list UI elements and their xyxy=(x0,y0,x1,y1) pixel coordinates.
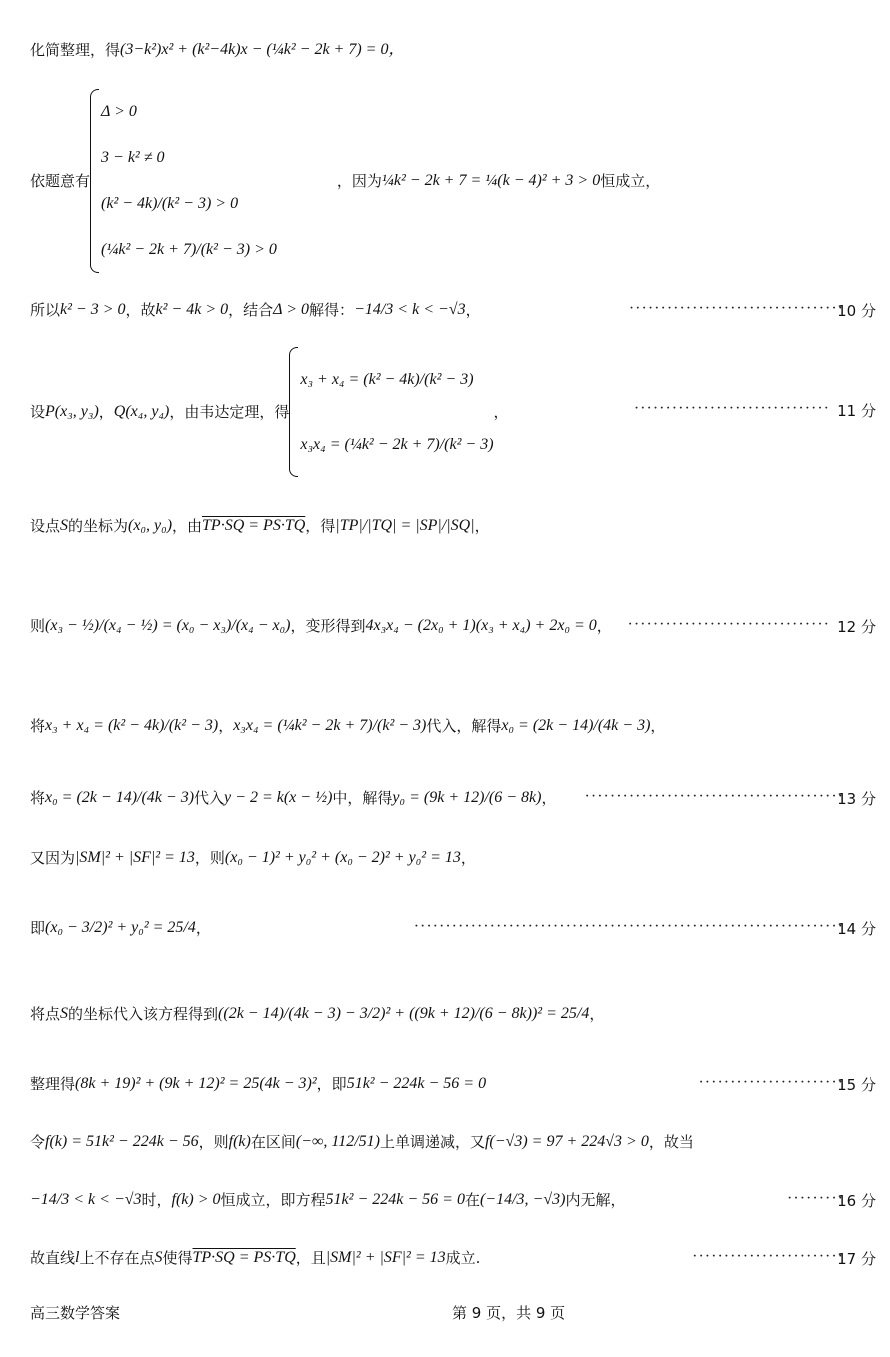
text-substitute-eq: 的坐标代入该方程得到 xyxy=(68,1005,219,1023)
condition-3: (k² − 4k)/(k² − 3) > 0 xyxy=(101,195,239,212)
text-into: 代入 xyxy=(194,789,225,807)
dot-leader: ········· xyxy=(787,1190,844,1207)
expr-delta: Δ > 0 xyxy=(273,301,310,318)
point-q: Q(x₄, y₄) xyxy=(113,403,170,420)
vieta-system xyxy=(289,347,493,477)
expr-transformed: 4x₃x₄ − (2x₀ + 1)(x₃ + x₄) + 2x₀ = 0 xyxy=(365,617,597,634)
text-put: 将 xyxy=(30,789,46,807)
condition-system xyxy=(90,89,277,273)
vieta-sum: x₃ + x₄ = (k² − 4k)/(k² − 3) xyxy=(300,370,474,388)
expr-s-coords: (x₀, y₀) xyxy=(128,517,173,534)
dot-leader: ···································································· xyxy=(413,918,844,935)
text-therefore-line: 故直线 xyxy=(30,1249,76,1267)
score-10: 10 分 xyxy=(837,302,876,320)
text-transform: ，变形得到 xyxy=(290,617,366,635)
expr-distance-sum: |SM|² + |SF|² = 13 xyxy=(75,849,195,866)
expr-y0: y₀ = (9k + 12)/(6 − 8k) xyxy=(392,789,542,806)
expr-vector-equation: TP·SQ = PS·TQ xyxy=(202,517,306,534)
line-point-s xyxy=(30,516,490,536)
text-solve: 解得： xyxy=(309,301,355,319)
score-13: 13 分 xyxy=(837,790,876,808)
expr-always-positive: ¼k² − 2k + 7 = ¼(k − 4)² + 3 > 0 xyxy=(381,172,601,189)
equation-quadratic: (3−k²)x² + (k²−4k)x − (¼k² − 2k + 7) = 0， xyxy=(120,41,405,58)
text-so: 所以 xyxy=(30,301,61,319)
text-comma: ， xyxy=(460,849,476,867)
text-comma: ， xyxy=(596,617,612,635)
line-conditions xyxy=(30,88,660,274)
line-conclusion xyxy=(30,1248,480,1268)
expr-x0: x₀ = (2k − 14)/(4k − 3) xyxy=(501,717,651,734)
point-s: S xyxy=(60,1005,69,1022)
text-conditions: 依题意有 xyxy=(30,172,91,190)
text-namely: ，即 xyxy=(316,1075,347,1093)
expr-ratio: |TP|/|TQ| = |SP|/|SQ| xyxy=(335,517,475,534)
point-p: P(x₃, y₃) xyxy=(45,403,99,420)
page-number: 第 9 页，共 9 页 xyxy=(452,1304,566,1322)
score-14: 14 分 xyxy=(837,920,876,938)
text-in-solve: 中，解得 xyxy=(332,789,393,807)
line-no-solution xyxy=(30,1190,625,1210)
text-comma: ， xyxy=(650,717,666,735)
line-l-symbol: l xyxy=(75,1249,80,1266)
line-simplify xyxy=(30,40,404,60)
expr-x0: x₀ = (2k − 14)/(4k − 3) xyxy=(45,789,195,806)
expr-fk: f(k) xyxy=(228,1133,251,1150)
text-and: ，且 xyxy=(295,1249,326,1267)
brace-left xyxy=(289,347,298,477)
text-sep: ， xyxy=(98,403,114,421)
score-15: 15 分 xyxy=(837,1076,876,1094)
text-substitute-solve: 代入，解得 xyxy=(426,717,502,735)
score-11: 11 分 xyxy=(837,402,876,420)
expr-sum-sub: x₃ + x₄ = (k² − 4k)/(k² − 3) xyxy=(45,717,219,734)
footer-title: 高三数学答案 xyxy=(30,1304,121,1322)
text-in-interval: 在区间 xyxy=(250,1133,296,1151)
expr-distance-sum: |SM|² + |SF|² = 13 xyxy=(325,1249,446,1266)
line-k-range xyxy=(30,300,481,320)
text-comma: ， xyxy=(465,301,481,319)
text-get: ，得 xyxy=(305,517,336,535)
line-distance xyxy=(30,848,476,868)
expr-circle-sub: ((2k − 14)/(4k − 3) − 3/2)² + ((9k + 12)/(6 − 8k))² = 25/4 xyxy=(218,1005,590,1022)
line-simplified xyxy=(30,1074,486,1094)
line-circle xyxy=(30,918,211,938)
text-holds: 成立. xyxy=(445,1249,481,1267)
text-simplify: 化简整理，得 xyxy=(30,41,121,59)
line-substitute-circle xyxy=(30,1004,604,1024)
text-no-point: 上不存在点 xyxy=(79,1249,155,1267)
vieta-product: x₃x₄ = (¼k² − 2k + 7)/(k² − 3) xyxy=(300,435,494,453)
text-because: ，因为 xyxy=(336,172,382,190)
line-substitute xyxy=(30,716,665,736)
dot-leader: ·································· xyxy=(628,300,844,317)
expr-k-interval: −14/3 < k < −√3 xyxy=(30,1191,142,1208)
text-comma: ， xyxy=(493,403,509,421)
expr-interval: (−∞, 112/51) xyxy=(295,1133,380,1150)
expr-distance-expanded: (x₀ − 1)² + y₀² + (x₀ − 2)² + y₀² = 13 xyxy=(224,849,461,866)
text-comma: ， xyxy=(195,919,211,937)
text-no-solution: 内无解， xyxy=(565,1191,626,1209)
text-decreasing: 上单调递减，又 xyxy=(379,1133,485,1151)
expr-arranged: (8k + 19)² + (9k + 12)² = 25(4k − 3)² xyxy=(75,1075,317,1092)
text-namely: 即 xyxy=(30,919,46,937)
text-then: ，则 xyxy=(194,849,225,867)
line-function xyxy=(30,1132,694,1152)
point-s: S xyxy=(60,517,69,534)
score-17: 17 分 xyxy=(837,1250,876,1268)
text-in: 在 xyxy=(464,1191,480,1209)
expr-k-interval: −14/3 < k < −√3 xyxy=(354,301,466,318)
text-combine: ，结合 xyxy=(228,301,274,319)
text-such-that: 使得 xyxy=(162,1249,193,1267)
expr-final-quadratic: 51k² − 224k − 56 = 0 xyxy=(325,1191,465,1208)
text-comma: ， xyxy=(589,1005,605,1023)
text-arrange: 整理得 xyxy=(30,1075,76,1093)
score-12: 12 分 xyxy=(837,618,876,636)
text-vieta: ，由韦达定理，得 xyxy=(169,403,290,421)
dot-leader: ········································· xyxy=(584,788,844,805)
brace-left xyxy=(90,89,99,273)
expr-f-def: f(k) = 51k² − 224k − 56 xyxy=(45,1133,199,1150)
text-sep: ， xyxy=(218,717,234,735)
expr-vector-equation: TP·SQ = PS·TQ xyxy=(192,1249,296,1266)
expr-line-l: y − 2 = k(x − ½) xyxy=(224,789,333,806)
text-then: ，则 xyxy=(198,1133,229,1151)
dot-leader: ······························· xyxy=(633,400,830,417)
text-then: 则 xyxy=(30,617,46,635)
line-vieta xyxy=(30,344,509,480)
expr-k2-minus-3: k² − 3 > 0 xyxy=(60,301,126,318)
dot-leader: ······················· xyxy=(698,1074,844,1091)
line-y0 xyxy=(30,788,556,808)
condition-4: (¼k² − 2k + 7)/(k² − 3) > 0 xyxy=(101,241,277,258)
text-comma: ， xyxy=(474,517,490,535)
expr-f-value: f(−√3) = 97 + 224√3 > 0 xyxy=(484,1133,649,1150)
dot-leader: ························ xyxy=(692,1248,844,1265)
score-16: 16 分 xyxy=(837,1192,876,1210)
text-put: 将 xyxy=(30,717,46,735)
text-always-holds: 恒成立，即方程 xyxy=(220,1191,326,1209)
line-transform xyxy=(30,616,612,636)
point-s: S xyxy=(154,1249,163,1266)
expr-k2-minus-4k: k² − 4k > 0 xyxy=(155,301,229,318)
text-so-when: ，故当 xyxy=(648,1133,694,1151)
expr-circle: (x₀ − 3/2)² + y₀² = 25/4 xyxy=(45,919,196,936)
text-also: 又因为 xyxy=(30,849,76,867)
expr-final-quadratic: 51k² − 224k − 56 = 0 xyxy=(346,1075,487,1092)
text-comma: ， xyxy=(541,789,557,807)
text-put-point: 将点 xyxy=(30,1005,61,1023)
expr-open-interval: (−14/3, −√3) xyxy=(479,1191,566,1208)
expr-product-sub: x₃x₄ = (¼k² − 2k + 7)/(k² − 3) xyxy=(233,717,427,734)
expr-ratio-x: (x₃ − ½)/(x₄ − ½) = (x₀ − x₃)/(x₄ − x₀) xyxy=(45,617,291,634)
dot-leader: ································ xyxy=(627,616,830,633)
text-coordinates: 的坐标为 xyxy=(68,517,129,535)
text-let-point: 设点 xyxy=(30,517,61,535)
text-let: 令 xyxy=(30,1133,46,1151)
expr-f-positive: f(k) > 0 xyxy=(171,1191,221,1208)
text-when: 时， xyxy=(141,1191,172,1209)
text-hence: ，故 xyxy=(125,301,156,319)
condition-1: Δ > 0 xyxy=(101,103,137,120)
text-let: 设 xyxy=(30,403,46,421)
text-always-holds: 恒成立， xyxy=(600,172,661,190)
text-from: ，由 xyxy=(172,517,203,535)
condition-2: 3 − k² ≠ 0 xyxy=(101,149,165,166)
